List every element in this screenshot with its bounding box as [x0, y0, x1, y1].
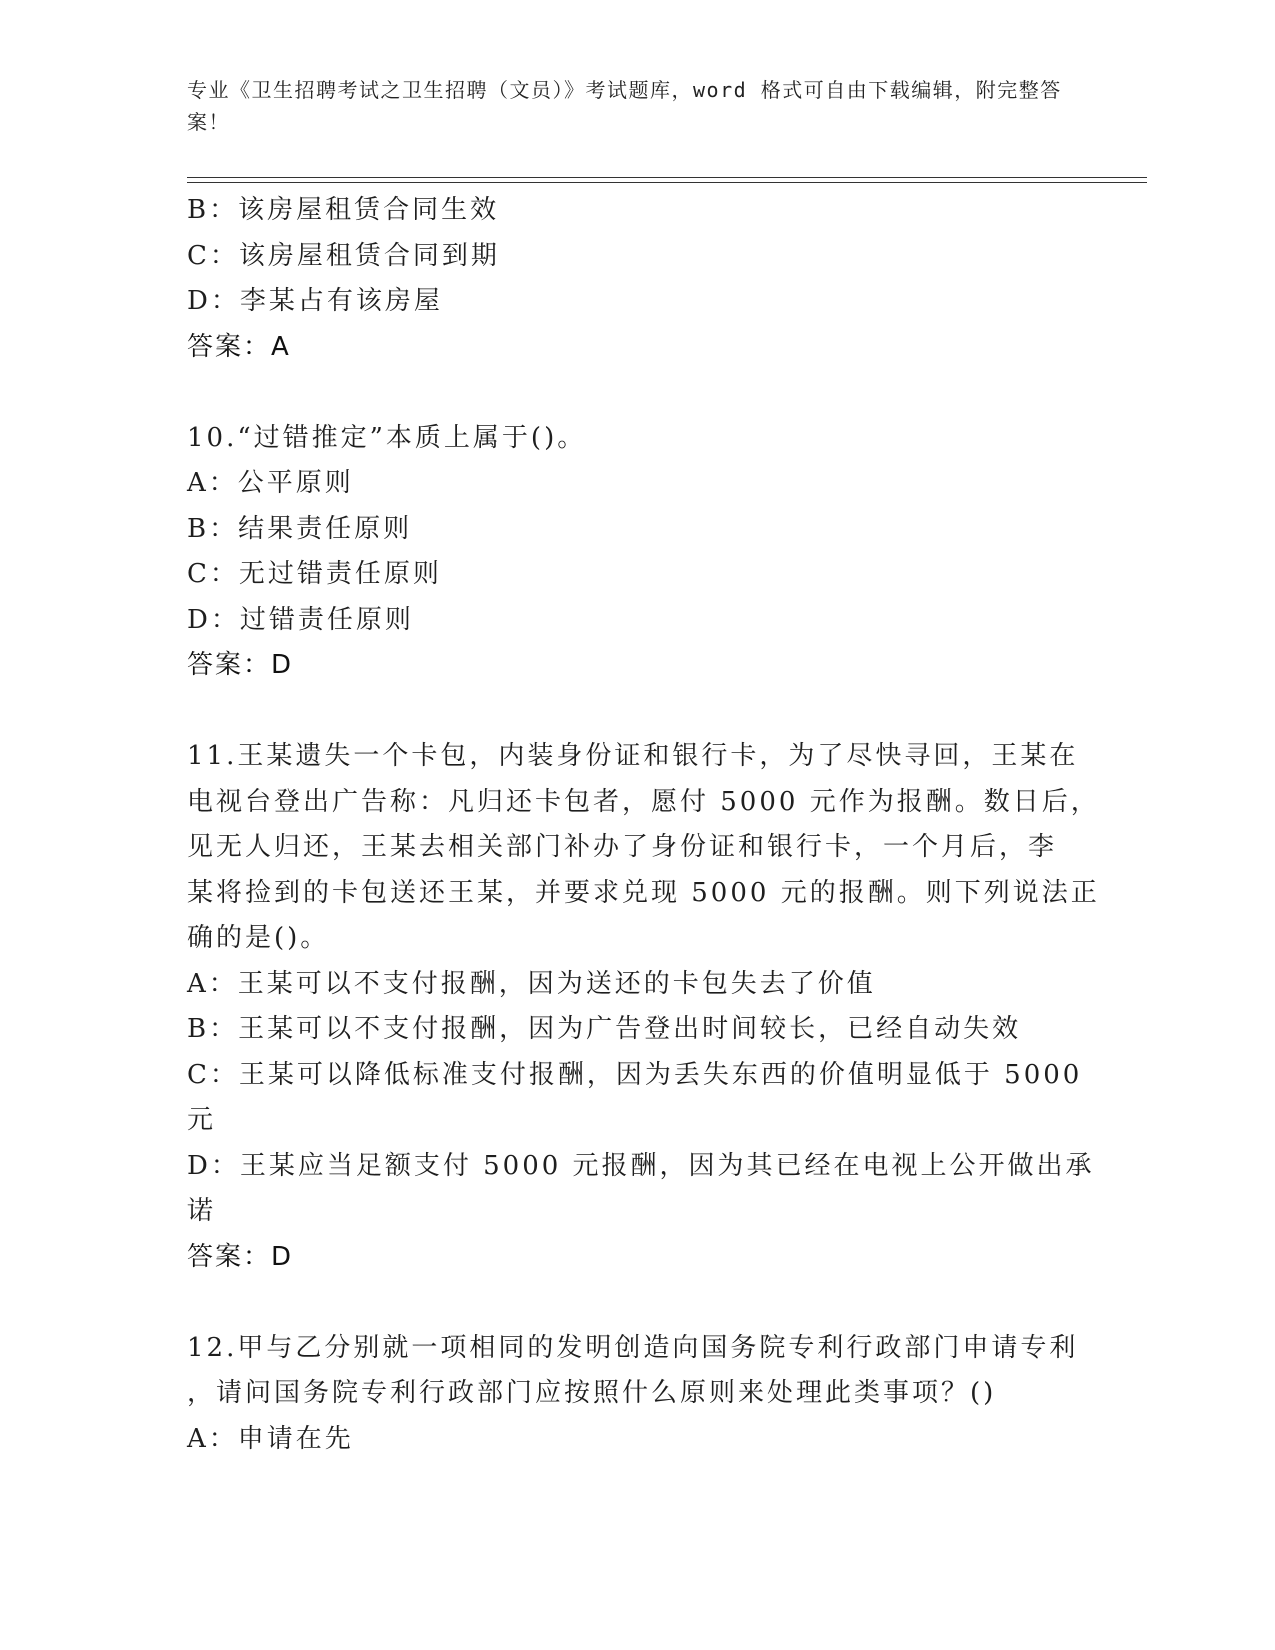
question-text-line: ，请问国务院专利行政部门应按照什么原则来处理此类事项？()	[187, 1378, 997, 1408]
question-text-line: 12.甲与乙分别就一项相同的发明创造向国务院专利行政部门申请专利	[187, 1332, 1079, 1363]
option-c-continued: 元	[187, 1105, 217, 1135]
header-text: 专业《卫生招聘考试之卫生招聘（文员）》考试题库，word 格式可自由下载编辑，附完整答案！	[187, 78, 1062, 134]
option-b: B：王某可以不支付报酬，因为广告登出时间较长，已经自动失效	[187, 1014, 1022, 1044]
option-a: A：公平原则	[187, 468, 354, 498]
question-text-line: 11.王某遗失一个卡包，内装身份证和银行卡，为了尽快寻回，王某在	[187, 741, 1079, 771]
question-text-line: 某将捡到的卡包送还王某，并要求兑现 5000 元的报酬。则下列说法正	[187, 877, 1100, 908]
question-9	[187, 188, 1087, 370]
option-c: C：王某可以降低标准支付报酬，因为丢失东西的价值明显低于 5000	[187, 1059, 1083, 1090]
option-a: A：申请在先	[187, 1423, 354, 1454]
answer: 答案：D	[187, 650, 294, 680]
header-divider-bottom	[187, 182, 1147, 183]
option-b: B：该房屋租赁合同生效	[187, 195, 500, 225]
answer: 答案：A	[187, 331, 291, 362]
question-text-line: 确的是()。	[187, 923, 330, 953]
question-12	[187, 1326, 1087, 1463]
option-d: D：王某应当足额支付 5000 元报酬，因为其已经在电视上公开做出承	[187, 1150, 1095, 1181]
question-list	[187, 188, 1100, 1462]
option-a: A：王某可以不支付报酬，因为送还的卡包失去了价值	[187, 968, 876, 999]
question-text-line: 电视台登出广告称：凡归还卡包者，愿付 5000 元作为报酬。数日后，	[187, 786, 1100, 817]
header-divider-top	[187, 177, 1147, 178]
option-b: B：结果责任原则	[187, 513, 413, 544]
option-c: C：无过错责任原则	[187, 559, 442, 589]
option-d-continued: 诺	[187, 1196, 217, 1226]
question-text: 10.“过错推定”本质上属于()。	[187, 422, 587, 453]
question-text-line: 见无人归还，王某去相关部门补办了身份证和银行卡，一个月后，李	[187, 832, 1058, 862]
answer: 答案：D	[187, 1241, 294, 1272]
question-11	[187, 734, 1100, 1280]
option-d: D：李某占有该房屋	[187, 286, 443, 316]
question-10	[187, 416, 1087, 689]
option-c: C：该房屋租赁合同到期	[187, 240, 500, 271]
document-header	[187, 74, 1067, 138]
option-d: D：过错责任原则	[187, 604, 414, 635]
